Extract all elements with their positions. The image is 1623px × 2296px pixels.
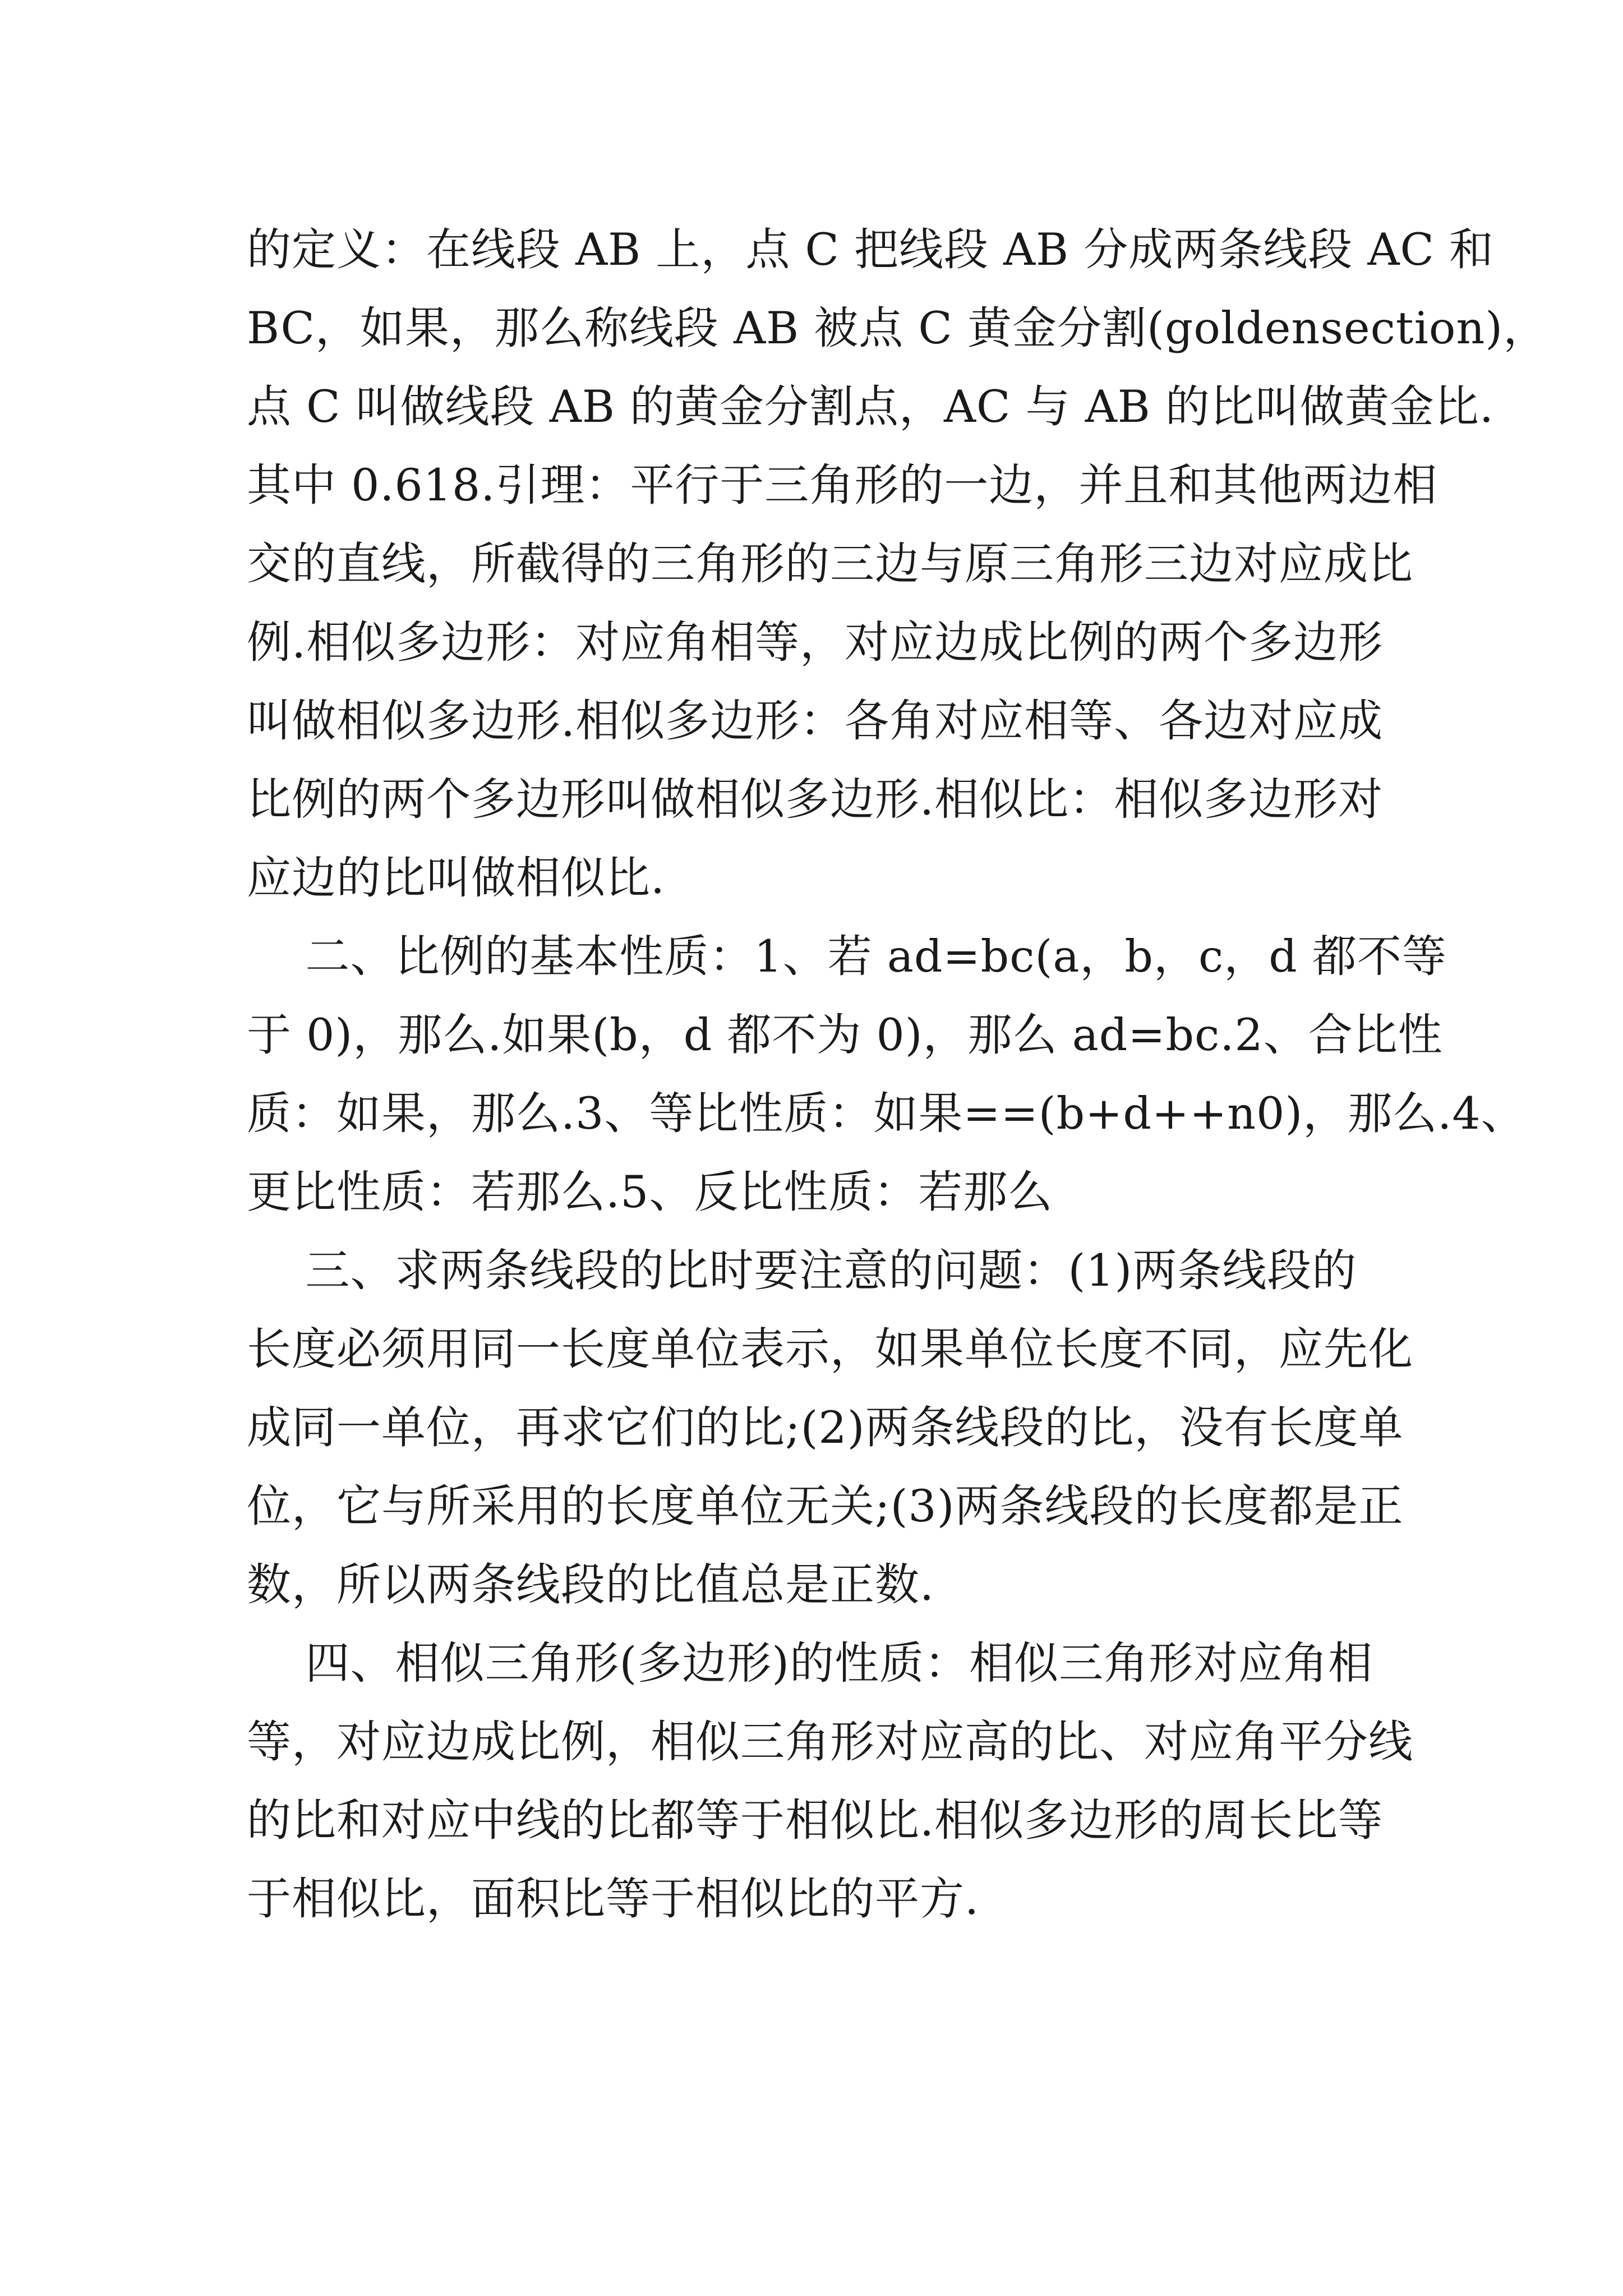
text-line: 于 0)，那么.如果(b，d 都不为 0)，那么 ad=bc.2、合比性 <box>247 1009 1443 1061</box>
text-line: 位，它与所采用的长度单位无关;(3)两条线段的长度都是正 <box>247 1480 1404 1532</box>
text-line: 三、求两条线段的比时要注意的问题：(1)两条线段的 <box>247 1245 1357 1296</box>
text-line: 数，所以两条线段的比值总是正数. <box>247 1559 935 1611</box>
body-text <box>247 210 1548 1938</box>
text-line: 二、比例的基本性质：1、若 ad=bc(a，b，c，d 都不等 <box>247 931 1447 982</box>
text-line: 应边的比叫做相似比. <box>247 852 666 904</box>
text-line: 叫做相似多边形.相似多边形：各角对应相等、各边对应成 <box>247 695 1384 747</box>
text-line: 成同一单位，再求它们的比;(2)两条线段的比，没有长度单 <box>247 1402 1404 1453</box>
text-line: 其中 0.618.引理：平行于三角形的一边，并且和其他两边相 <box>247 459 1438 511</box>
text-line: 等，对应边成比例，相似三角形对应高的比、对应角平分线 <box>247 1716 1413 1768</box>
text-line: 的定义：在线段 AB 上，点 C 把线段 AB 分成两条线段 AC 和 <box>247 224 1495 275</box>
text-line: 质：如果，那么.3、等比性质：如果==(b+d++n0)，那么.4、 <box>247 1088 1526 1139</box>
text-line: 例.相似多边形：对应角相等，对应边成比例的两个多边形 <box>247 616 1384 668</box>
text-line: 的比和对应中线的比都等于相似比.相似多边形的周长比等 <box>247 1795 1384 1846</box>
text-line: 长度必须用同一长度单位表示，如果单位长度不同，应先化 <box>247 1323 1413 1375</box>
text-line: 四、相似三角形(多边形)的性质：相似三角形对应角相 <box>247 1637 1373 1689</box>
text-line: BC，如果，那么称线段 AB 被点 C 黄金分割(goldensection)， <box>247 302 1548 354</box>
text-line: 点 C 叫做线段 AB 的黄金分割点，AC 与 AB 的比叫做黄金比. <box>247 381 1495 432</box>
text-line: 于相似比，面积比等于相似比的平方. <box>247 1873 980 1925</box>
text-line: 交的直线，所截得的三角形的三边与原三角形三边对应成比 <box>247 538 1413 590</box>
text-line: 比例的两个多边形叫做相似多边形.相似比：相似多边形对 <box>247 774 1384 825</box>
text-line: 更比性质：若那么.5、反比性质：若那么 <box>247 1166 1053 1218</box>
